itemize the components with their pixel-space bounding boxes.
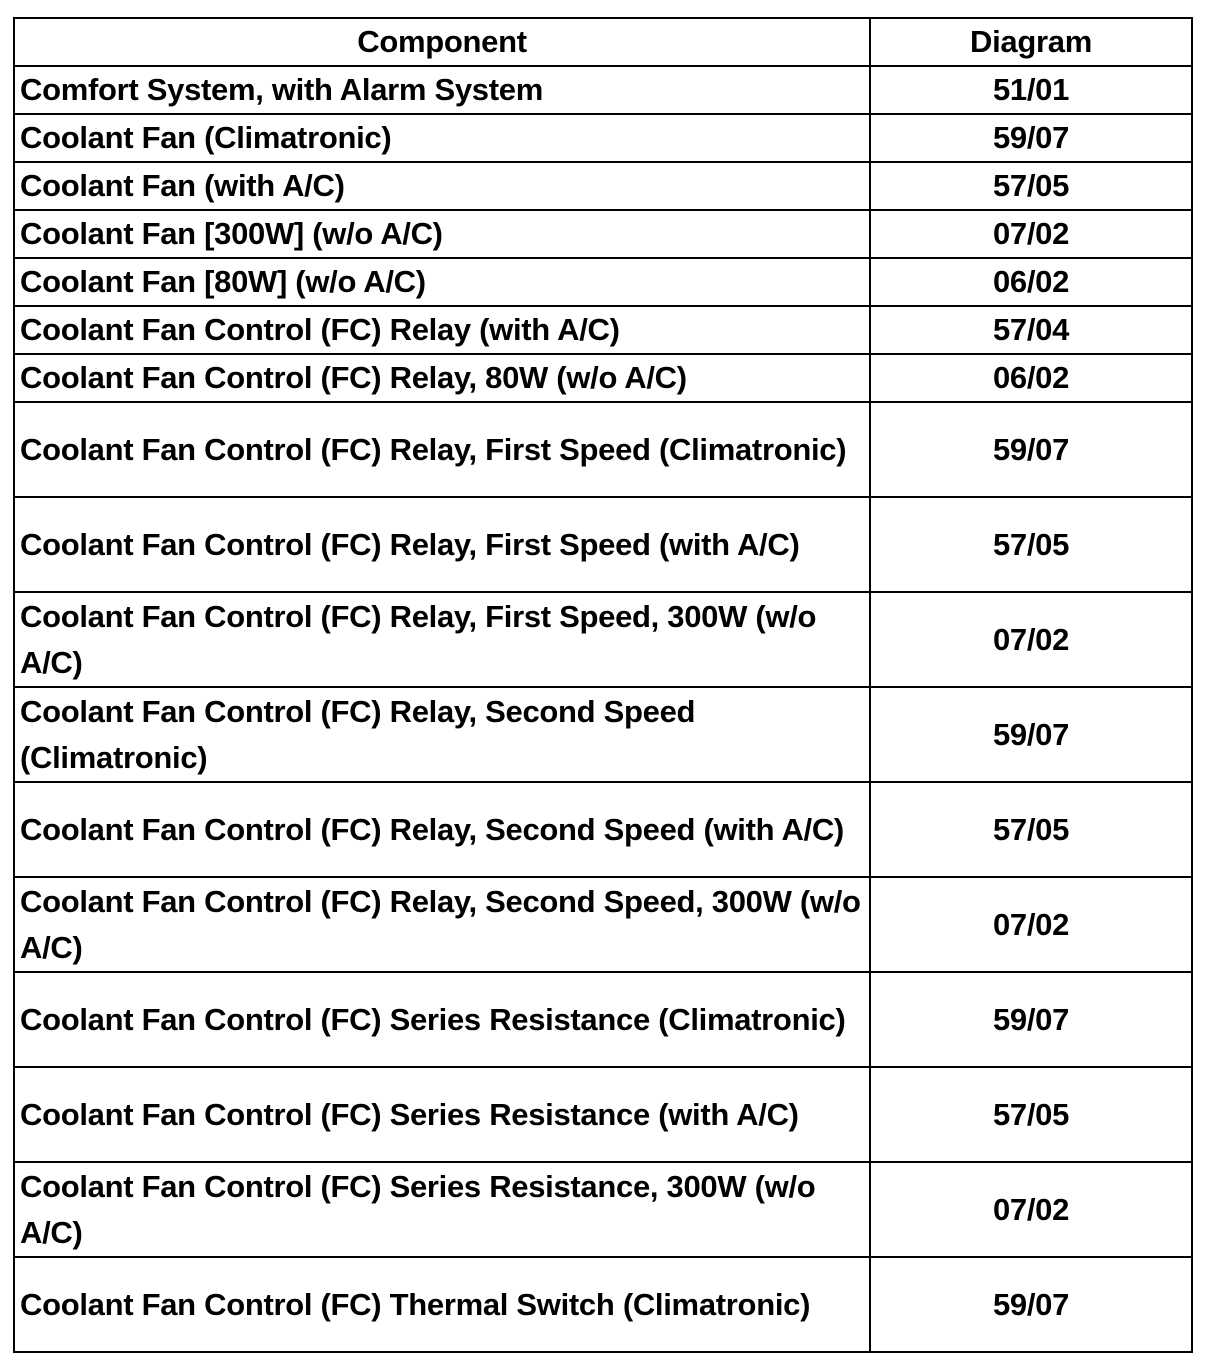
diagram-cell: 07/02 [870,592,1192,687]
table-row [14,1162,1192,1257]
diagram-cell: 57/05 [870,497,1192,592]
diagram-cell: 06/02 [870,354,1192,402]
component-diagram-table [13,17,1193,1353]
table-row [14,782,1192,877]
header-component: Component [14,18,870,66]
diagram-cell: 57/05 [870,162,1192,210]
diagram-cell: 51/01 [870,66,1192,114]
component-cell: Coolant Fan Control (FC) Relay, First Speed (Climatronic) [14,402,870,497]
component-cell: Coolant Fan [300W] (w/o A/C) [14,210,870,258]
component-cell: Comfort System, with Alarm System [14,66,870,114]
component-cell: Coolant Fan Control (FC) Relay, First Speed, 300W (w/o A/C) [14,592,870,687]
component-cell: Coolant Fan Control (FC) Relay, 80W (w/o A/C) [14,354,870,402]
diagram-cell: 57/05 [870,782,1192,877]
table-row [14,877,1192,972]
diagram-cell: 07/02 [870,877,1192,972]
component-diagram-table-container [13,17,1191,1353]
table-row [14,258,1192,306]
table-row [14,354,1192,402]
component-cell: Coolant Fan Control (FC) Relay, Second Speed, 300W (w/o A/C) [14,877,870,972]
diagram-cell: 59/07 [870,402,1192,497]
component-cell: Coolant Fan Control (FC) Series Resistance (Climatronic) [14,972,870,1067]
header-diagram: Diagram [870,18,1192,66]
diagram-cell: 59/07 [870,687,1192,782]
diagram-cell: 57/04 [870,306,1192,354]
component-cell: Coolant Fan (Climatronic) [14,114,870,162]
table-row [14,1067,1192,1162]
table-row [14,114,1192,162]
header-row [14,18,1192,66]
component-cell: Coolant Fan Control (FC) Series Resistance (with A/C) [14,1067,870,1162]
table-row [14,972,1192,1067]
diagram-cell: 07/02 [870,1162,1192,1257]
component-cell: Coolant Fan [80W] (w/o A/C) [14,258,870,306]
diagram-cell: 06/02 [870,258,1192,306]
component-cell: Coolant Fan Control (FC) Relay, Second Speed (Climatronic) [14,687,870,782]
table-row [14,66,1192,114]
table-row [14,592,1192,687]
diagram-cell: 59/07 [870,972,1192,1067]
table-row [14,497,1192,592]
table-row [14,402,1192,497]
component-cell: Coolant Fan Control (FC) Relay (with A/C) [14,306,870,354]
component-cell: Coolant Fan Control (FC) Relay, Second Speed (with A/C) [14,782,870,877]
component-cell: Coolant Fan Control (FC) Relay, First Speed (with A/C) [14,497,870,592]
diagram-cell: 57/05 [870,1067,1192,1162]
diagram-cell: 59/07 [870,114,1192,162]
component-cell: Coolant Fan (with A/C) [14,162,870,210]
table-row [14,162,1192,210]
table-row [14,1257,1192,1352]
table-row [14,306,1192,354]
diagram-cell: 59/07 [870,1257,1192,1352]
component-cell: Coolant Fan Control (FC) Series Resistance, 300W (w/o A/C) [14,1162,870,1257]
table-row [14,210,1192,258]
diagram-cell: 07/02 [870,210,1192,258]
component-cell: Coolant Fan Control (FC) Thermal Switch (Climatronic) [14,1257,870,1352]
table-row [14,687,1192,782]
